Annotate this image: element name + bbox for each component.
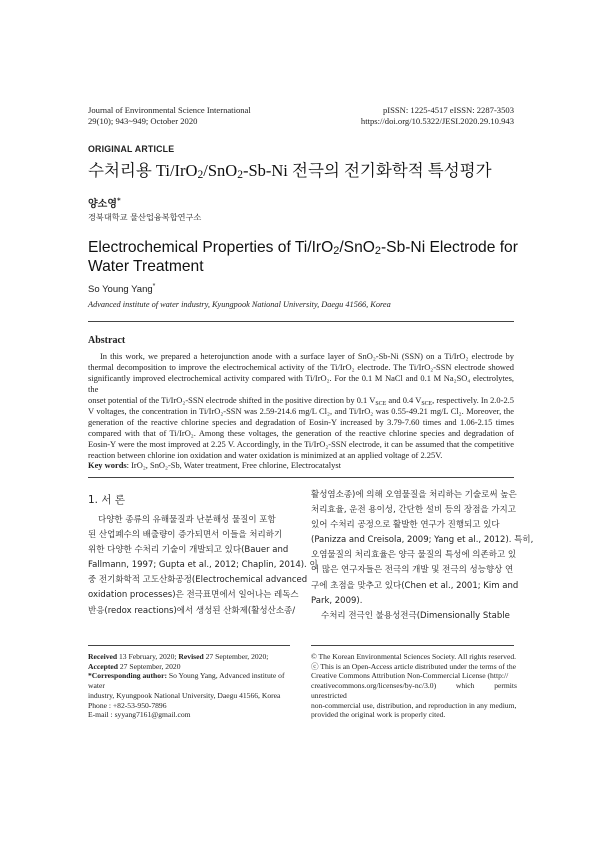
journal-volume: 29(10); 943~949; October 2020 bbox=[88, 116, 198, 126]
footnote-divider-right bbox=[311, 645, 514, 646]
text-line: oxidation processes)은 전극표면에서 일어나는 레독스 bbox=[88, 590, 299, 601]
footnote-license bbox=[311, 652, 517, 720]
abstract-body bbox=[88, 351, 514, 461]
title-korean: 수처리용 Ti/IrO$_2$/SnO$_2$-Sb-Ni 전극의 전기화학적 특성평가 bbox=[88, 161, 492, 181]
corresponding-mark: * bbox=[116, 196, 121, 205]
phone: Phone : +82-53-950-7896 bbox=[88, 700, 167, 710]
journal-info bbox=[88, 105, 251, 127]
keywords bbox=[88, 460, 341, 471]
abstract-line: generation of the reactive chlorine species and degradation of Eosin-Y increased by 3.79-7.60 times and 1.06-2.15 times bbox=[88, 417, 514, 428]
intro-right-column bbox=[311, 488, 534, 624]
author-korean: 양소영* bbox=[88, 196, 121, 210]
text-line: 수처리 전극인 불용성전극(Dimensionally Stable bbox=[321, 610, 510, 621]
text-line: 반응(redox reactions)에서 생성된 산화제(활성산소종/ bbox=[88, 605, 296, 616]
divider-top bbox=[88, 321, 514, 322]
corresponding-author: *Corresponding author: So Young Yang, Advanced institute of water bbox=[88, 671, 285, 691]
text-line: 위한 다양한 수처리 기술이 개발되고 있다(Bauer and bbox=[88, 545, 289, 556]
abstract-line: onset potential of the Ti/IrO₂-SSN electrode shifted in the positive direction by 0.1 $V_{SCE}$ and 0.4 $V_{SCE}$, respectively. In 2.0-2.5 bbox=[88, 395, 514, 408]
affiliation-english: Advanced institute of water industry, Kyungpook National University, Daegu 41566, Korea bbox=[88, 300, 391, 309]
section-heading-introduction: 1. 서 론 bbox=[88, 494, 125, 506]
footnote-divider-left bbox=[88, 645, 290, 646]
text-line: 처리효율, 운전 용이성, 간단한 설비 등의 장점을 가지고 bbox=[311, 505, 516, 516]
license-line: Creative Commons Attribution Non-Commercial License (http:// bbox=[311, 671, 509, 681]
text-line: 있어 수처리 공정으로 활발한 연구가 진행되고 있다 bbox=[311, 520, 500, 531]
text-line: 된 산업폐수의 배출량이 증가되면서 이들을 처리하기 bbox=[88, 530, 283, 541]
article-type: ORIGINAL ARTICLE bbox=[88, 144, 175, 154]
license-line: © The Korean Environmental Sciences Society. All rights reserved. bbox=[311, 652, 517, 661]
divider-bottom bbox=[88, 477, 514, 478]
issn-info bbox=[361, 105, 514, 127]
text-line: 활성염소종)에 의해 오염물질을 처리하는 기술로써 높은 bbox=[311, 490, 517, 500]
affiliation-korean: 경북대학교 물산업융복합연구소 bbox=[88, 212, 202, 222]
title-english: Electrochemical Properties of Ti/IrO$_2$/SnO$_2$-Sb-Ni Electrode for Water Treatment bbox=[88, 239, 518, 275]
abstract-heading: Abstract bbox=[88, 335, 126, 346]
license-line: ⓒ This is an Open-Access article distributed under the terms of the bbox=[311, 661, 517, 671]
license-line: provided the original work is properly cited. bbox=[311, 710, 446, 720]
author-english: So Young Yang* bbox=[88, 283, 156, 296]
keywords-text: : IrO₂, SnO₂-Sb, Water treatment, Free chlorine, Electrocatalyst bbox=[126, 460, 341, 470]
abstract-line: reaction between chlorine ion oxidation and water oxidation is minimized at an applied voltage of 2.25V. bbox=[88, 450, 443, 461]
abstract-line: In this work, we prepared a heterojunction anode with a surface layer of SnO₂-Sb-Ni (SSN) on a Ti/IrO₂ electrode by bbox=[100, 351, 514, 361]
keywords-label: Key words bbox=[88, 460, 127, 470]
issn: pISSN: 1225-4517 eISSN: 2287-3503 bbox=[382, 105, 514, 115]
license-line: non-commercial use, distribution, and reproduction in any medium, bbox=[311, 700, 517, 710]
license-line: creativecommons.org/licenses/by-nc/3.0) which permits unrestricted bbox=[311, 681, 517, 700]
intro-left-column bbox=[88, 513, 318, 619]
abstract-line: thermal decomposition to improve the electrochemical activity of the Ti/IrO₂ electrode. The Ti/IrO₂-SSN electrode showed bbox=[88, 362, 514, 373]
email-link[interactable]: E-mail : syyang7161@gmail.com bbox=[88, 710, 191, 720]
doi-link[interactable]: https://doi.org/10.5322/JESI.2020.29.10.943 bbox=[360, 116, 514, 126]
text-line: 구에 초점을 맞추고 있다(Chen et al., 2001; Kim and bbox=[311, 580, 519, 591]
text-line: 어 많은 연구자들은 전극의 개발 및 전극의 성능향상 연 bbox=[311, 565, 514, 576]
text-line: Fallmann, 1997; Gupta et al., 2012; Chaplin, 2014). 이 bbox=[88, 560, 318, 571]
text-line: 오염물질의 처리효율은 양극 물질의 특성에 의존하고 있 bbox=[311, 550, 517, 561]
abstract-line: significantly improved electrochemical activity compared with Ti/IrO₂. For the 0.1 M NaCl and 0.1 M Na₂SO₄ electrolytes, the bbox=[88, 373, 514, 395]
text-line: (Panizza and Creisola, 2009; Yang et al., 2012). 특히, bbox=[311, 535, 534, 546]
abstract-line: compared with that of Ti/IrO₂. Among these voltages, the generation of the reactive chlorine species and degradation of bbox=[88, 428, 514, 439]
text-line: 중 전기화학적 고도산화공정(Electrochemical advanced bbox=[88, 575, 308, 586]
text-line: Park, 2009). bbox=[311, 595, 363, 606]
footnote-received: Received 13 February, 2020; Revised 27 September, 2020; Accepted 27 September, 2020 *Corresponding author: So Young Yang, Advanced institute of water industry, Kyungpook National University, Daegu 41566, Korea Phone : +82-53-950-7896 E-mail : syyang7161@gmail.com bbox=[88, 652, 298, 720]
abstract-line: V voltages, the concentration in Ti/IrO₂-SSN was 2.59-214.6 mg/L Cl₂, and Ti/IrO₂ was 0.55-49.21 mg/L Cl₂. Moreover, the bbox=[88, 406, 514, 417]
abstract-line: Eosin-Y were the most improved at 2.25 V. Accordingly, in the Ti/IrO₂-SSN electrode, it can be assumed that the competitive bbox=[88, 439, 514, 450]
journal-name: Journal of Environmental Science International bbox=[88, 105, 251, 115]
text-line: 다양한 종류의 유해물질과 난분해성 물질이 포함 bbox=[98, 515, 276, 525]
